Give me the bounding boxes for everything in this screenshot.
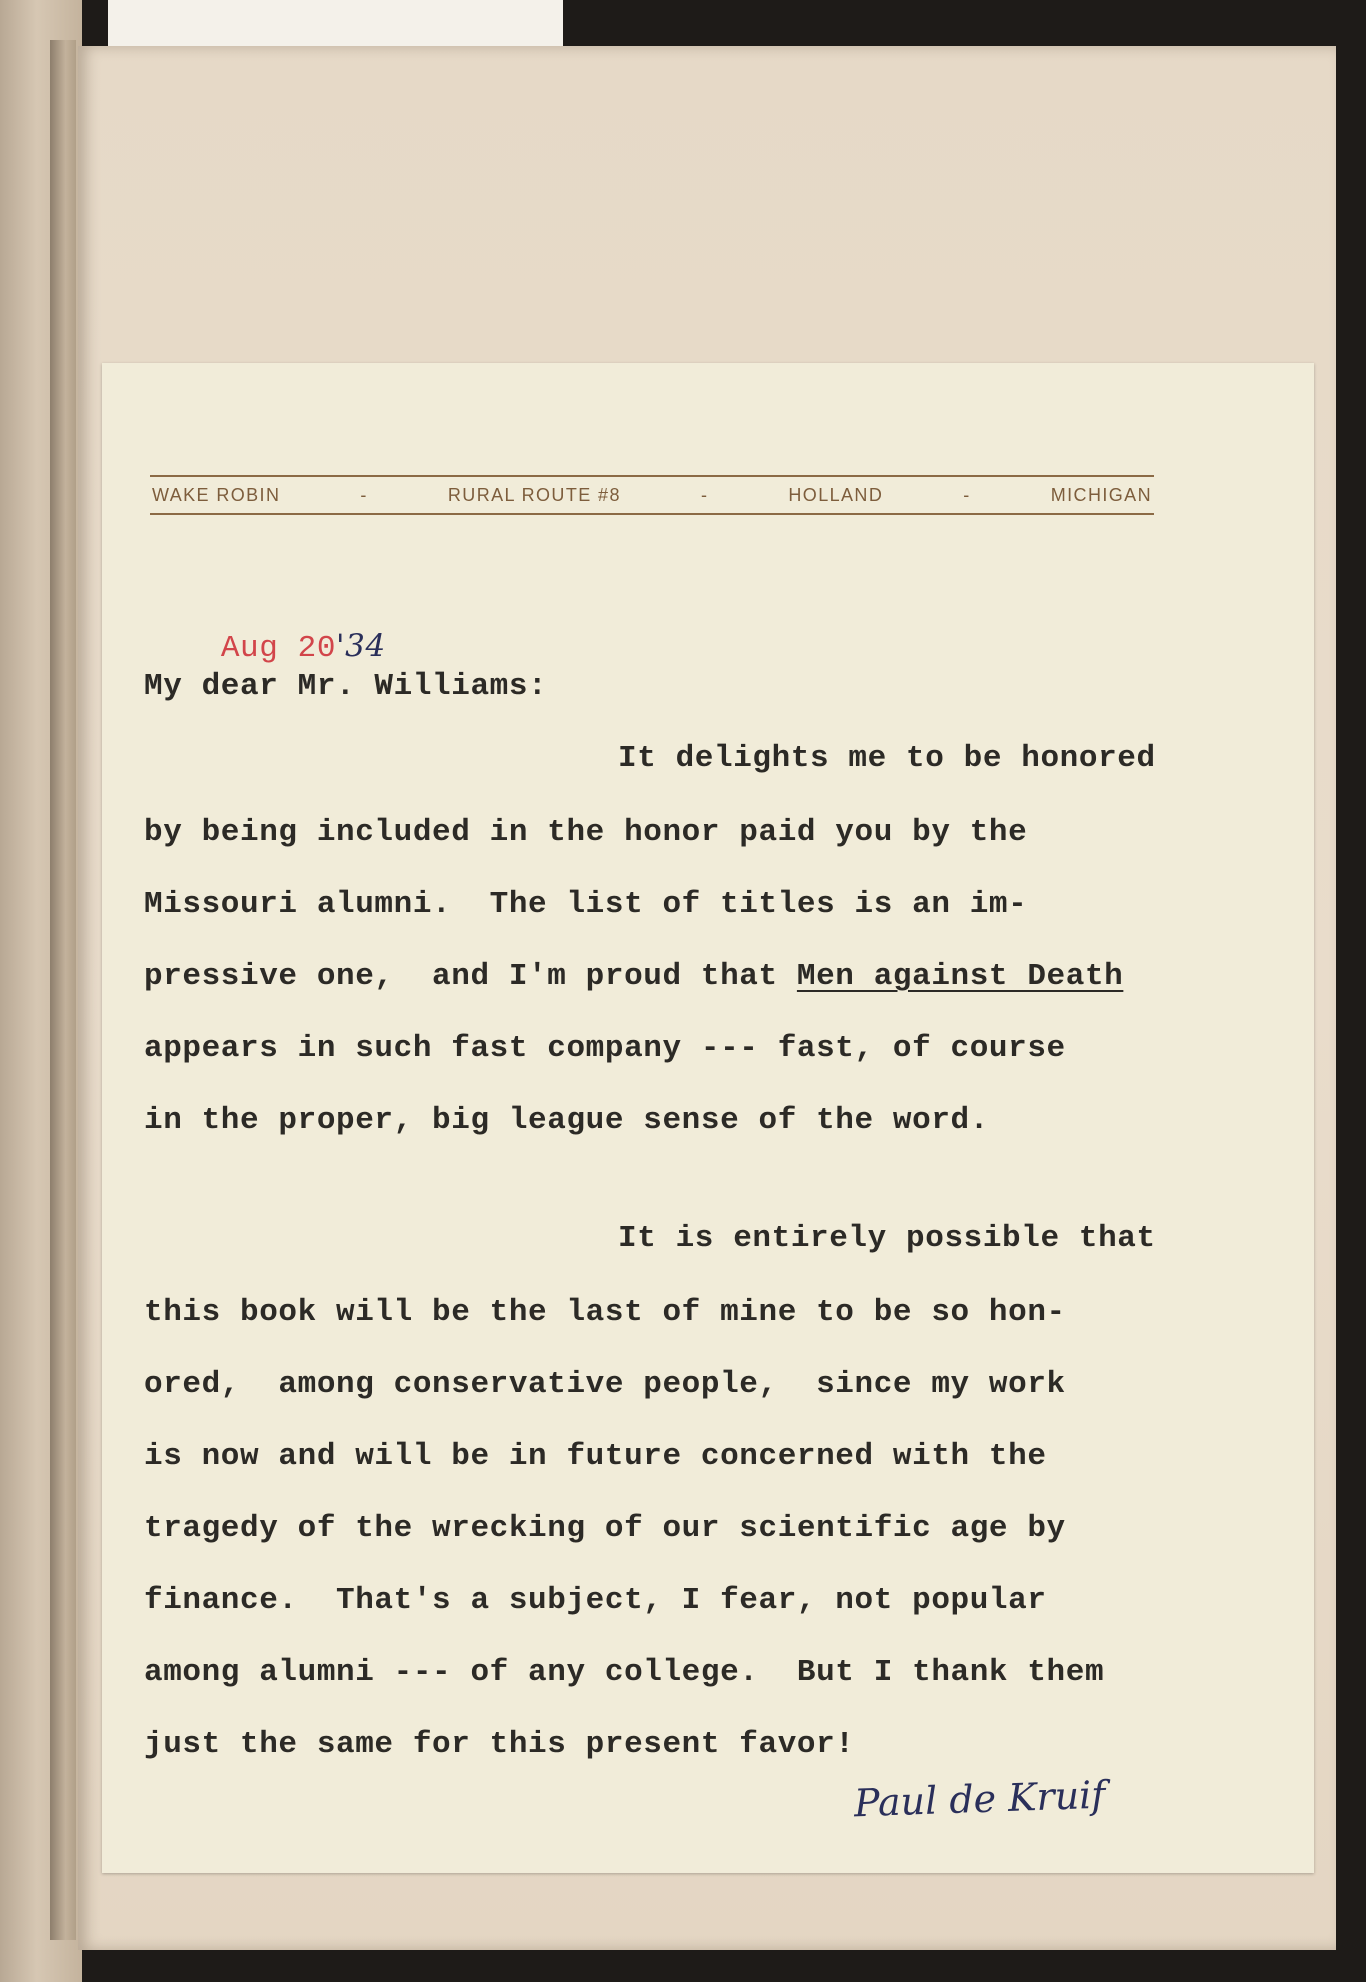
- paragraph1-line: It delights me to be honored: [618, 741, 1156, 776]
- paragraph1-line: by being included in the honor paid you by the: [144, 815, 1028, 850]
- letter-sheet: [102, 363, 1314, 1873]
- paragraph2-line: tragedy of the wrecking of our scientific age by: [144, 1511, 1066, 1546]
- letterhead-separator: -: [700, 484, 709, 505]
- letterhead-town: HOLLAND: [788, 484, 884, 505]
- paragraph2-line: It is entirely possible that: [618, 1221, 1156, 1256]
- paragraph2-line: is now and will be in future concerned with the: [144, 1439, 1047, 1474]
- signature-handwritten: Paul de Kruif: [853, 1772, 1107, 1826]
- date-year-handwritten: '34: [336, 628, 386, 664]
- paragraph1-line: Missouri alumni. The list of titles is an im-: [144, 887, 1028, 922]
- letterhead-separator: -: [963, 484, 971, 505]
- letterhead: [150, 475, 1154, 515]
- salutation: My dear Mr. Williams:: [144, 669, 548, 704]
- letterhead-separator: -: [360, 484, 368, 505]
- book-title: Men against Death: [796, 959, 1124, 994]
- paragraph2-line: ored, among conservative people, since my work: [144, 1367, 1066, 1402]
- paper-tab: [108, 0, 563, 48]
- letterhead-route: RURAL ROUTE #8: [447, 484, 621, 505]
- paragraph1-line-text: pressive one, and I'm proud that: [144, 959, 797, 994]
- paragraph1-line: in the proper, big league sense of the word.: [144, 1103, 989, 1138]
- letterhead-state: MICHIGAN: [1050, 484, 1152, 505]
- paragraph2-line: this book will be the last of mine to be so hon-: [144, 1295, 1066, 1330]
- paragraph2-line: finance. That's a subject, I fear, not popular: [144, 1583, 1047, 1618]
- paragraph1-line: appears in such fast company --- fast, of course: [144, 1031, 1066, 1066]
- date-stamp: Aug 20: [220, 631, 337, 666]
- letterhead-place: WAKE ROBIN: [152, 484, 281, 505]
- paragraph2-line: among alumni --- of any college. But I thank them: [144, 1655, 1105, 1690]
- spine-gutter: [50, 40, 76, 1940]
- paragraph1-line: [144, 959, 1123, 994]
- paragraph2-line: just the same for this present favor!: [144, 1727, 855, 1762]
